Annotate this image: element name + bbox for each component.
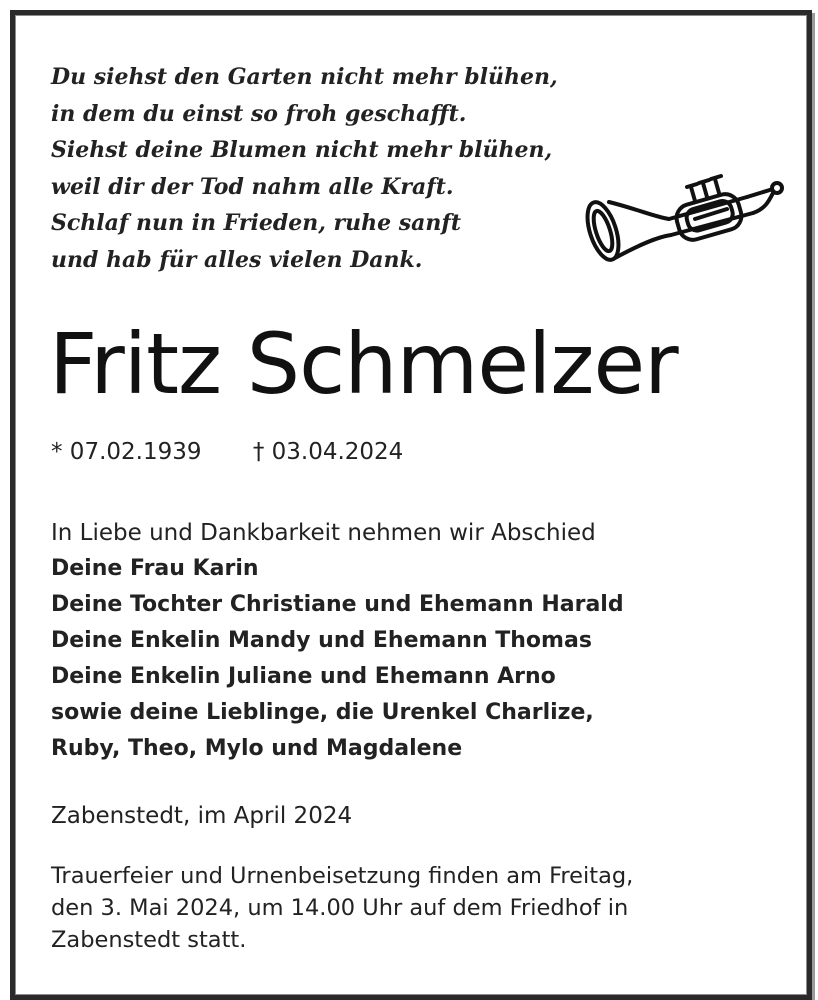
poem bbox=[51, 59, 558, 278]
mourner-line: Ruby, Theo, Mylo und Magdalene bbox=[51, 736, 463, 761]
poem-line: Du siehst den Garten nicht mehr blühen, bbox=[51, 64, 558, 90]
poem-line: Schlaf nun in Frieden, ruhe sanft bbox=[51, 210, 462, 236]
mourner-line: sowie deine Lieblinge, die Urenkel Charlize, bbox=[51, 700, 594, 725]
poem-line: und hab für alles vielen Dank. bbox=[51, 246, 423, 273]
place-date: Zabenstedt, im April 2024 bbox=[51, 803, 353, 829]
service-line: Trauerfeier und Urnenbeisetzung finden am Freitag, bbox=[51, 863, 634, 889]
life-dates bbox=[51, 439, 403, 465]
mourner-line: Deine Tochter Christiane und Ehemann Harald bbox=[51, 592, 624, 617]
service-info bbox=[51, 860, 791, 956]
mourners-block bbox=[51, 515, 624, 767]
poem-line: Siehst deine Blumen nicht mehr blühen, bbox=[51, 137, 553, 163]
death-date: † 03.04.2024 bbox=[252, 439, 404, 465]
birth-date: * 07.02.1939 bbox=[51, 439, 202, 465]
service-line: Zabenstedt statt. bbox=[51, 927, 247, 953]
deceased-name: Fritz Schmelzer bbox=[49, 315, 678, 413]
mourner-line: Deine Enkelin Mandy und Ehemann Thomas bbox=[51, 628, 592, 653]
poem-line: weil dir der Tod nahm alle Kraft. bbox=[51, 173, 454, 200]
mourner-line: Deine Frau Karin bbox=[51, 556, 259, 581]
obituary-frame bbox=[10, 10, 812, 1000]
poem-line: in dem du einst so froh geschafft. bbox=[51, 100, 467, 127]
farewell-intro: In Liebe und Dankbarkeit nehmen wir Abschied bbox=[51, 520, 596, 546]
mourner-line: Deine Enkelin Juliane und Ehemann Arno bbox=[51, 664, 556, 689]
trumpet-icon bbox=[577, 157, 787, 269]
service-line: den 3. Mai 2024, um 14.00 Uhr auf dem Friedhof in bbox=[51, 895, 629, 921]
